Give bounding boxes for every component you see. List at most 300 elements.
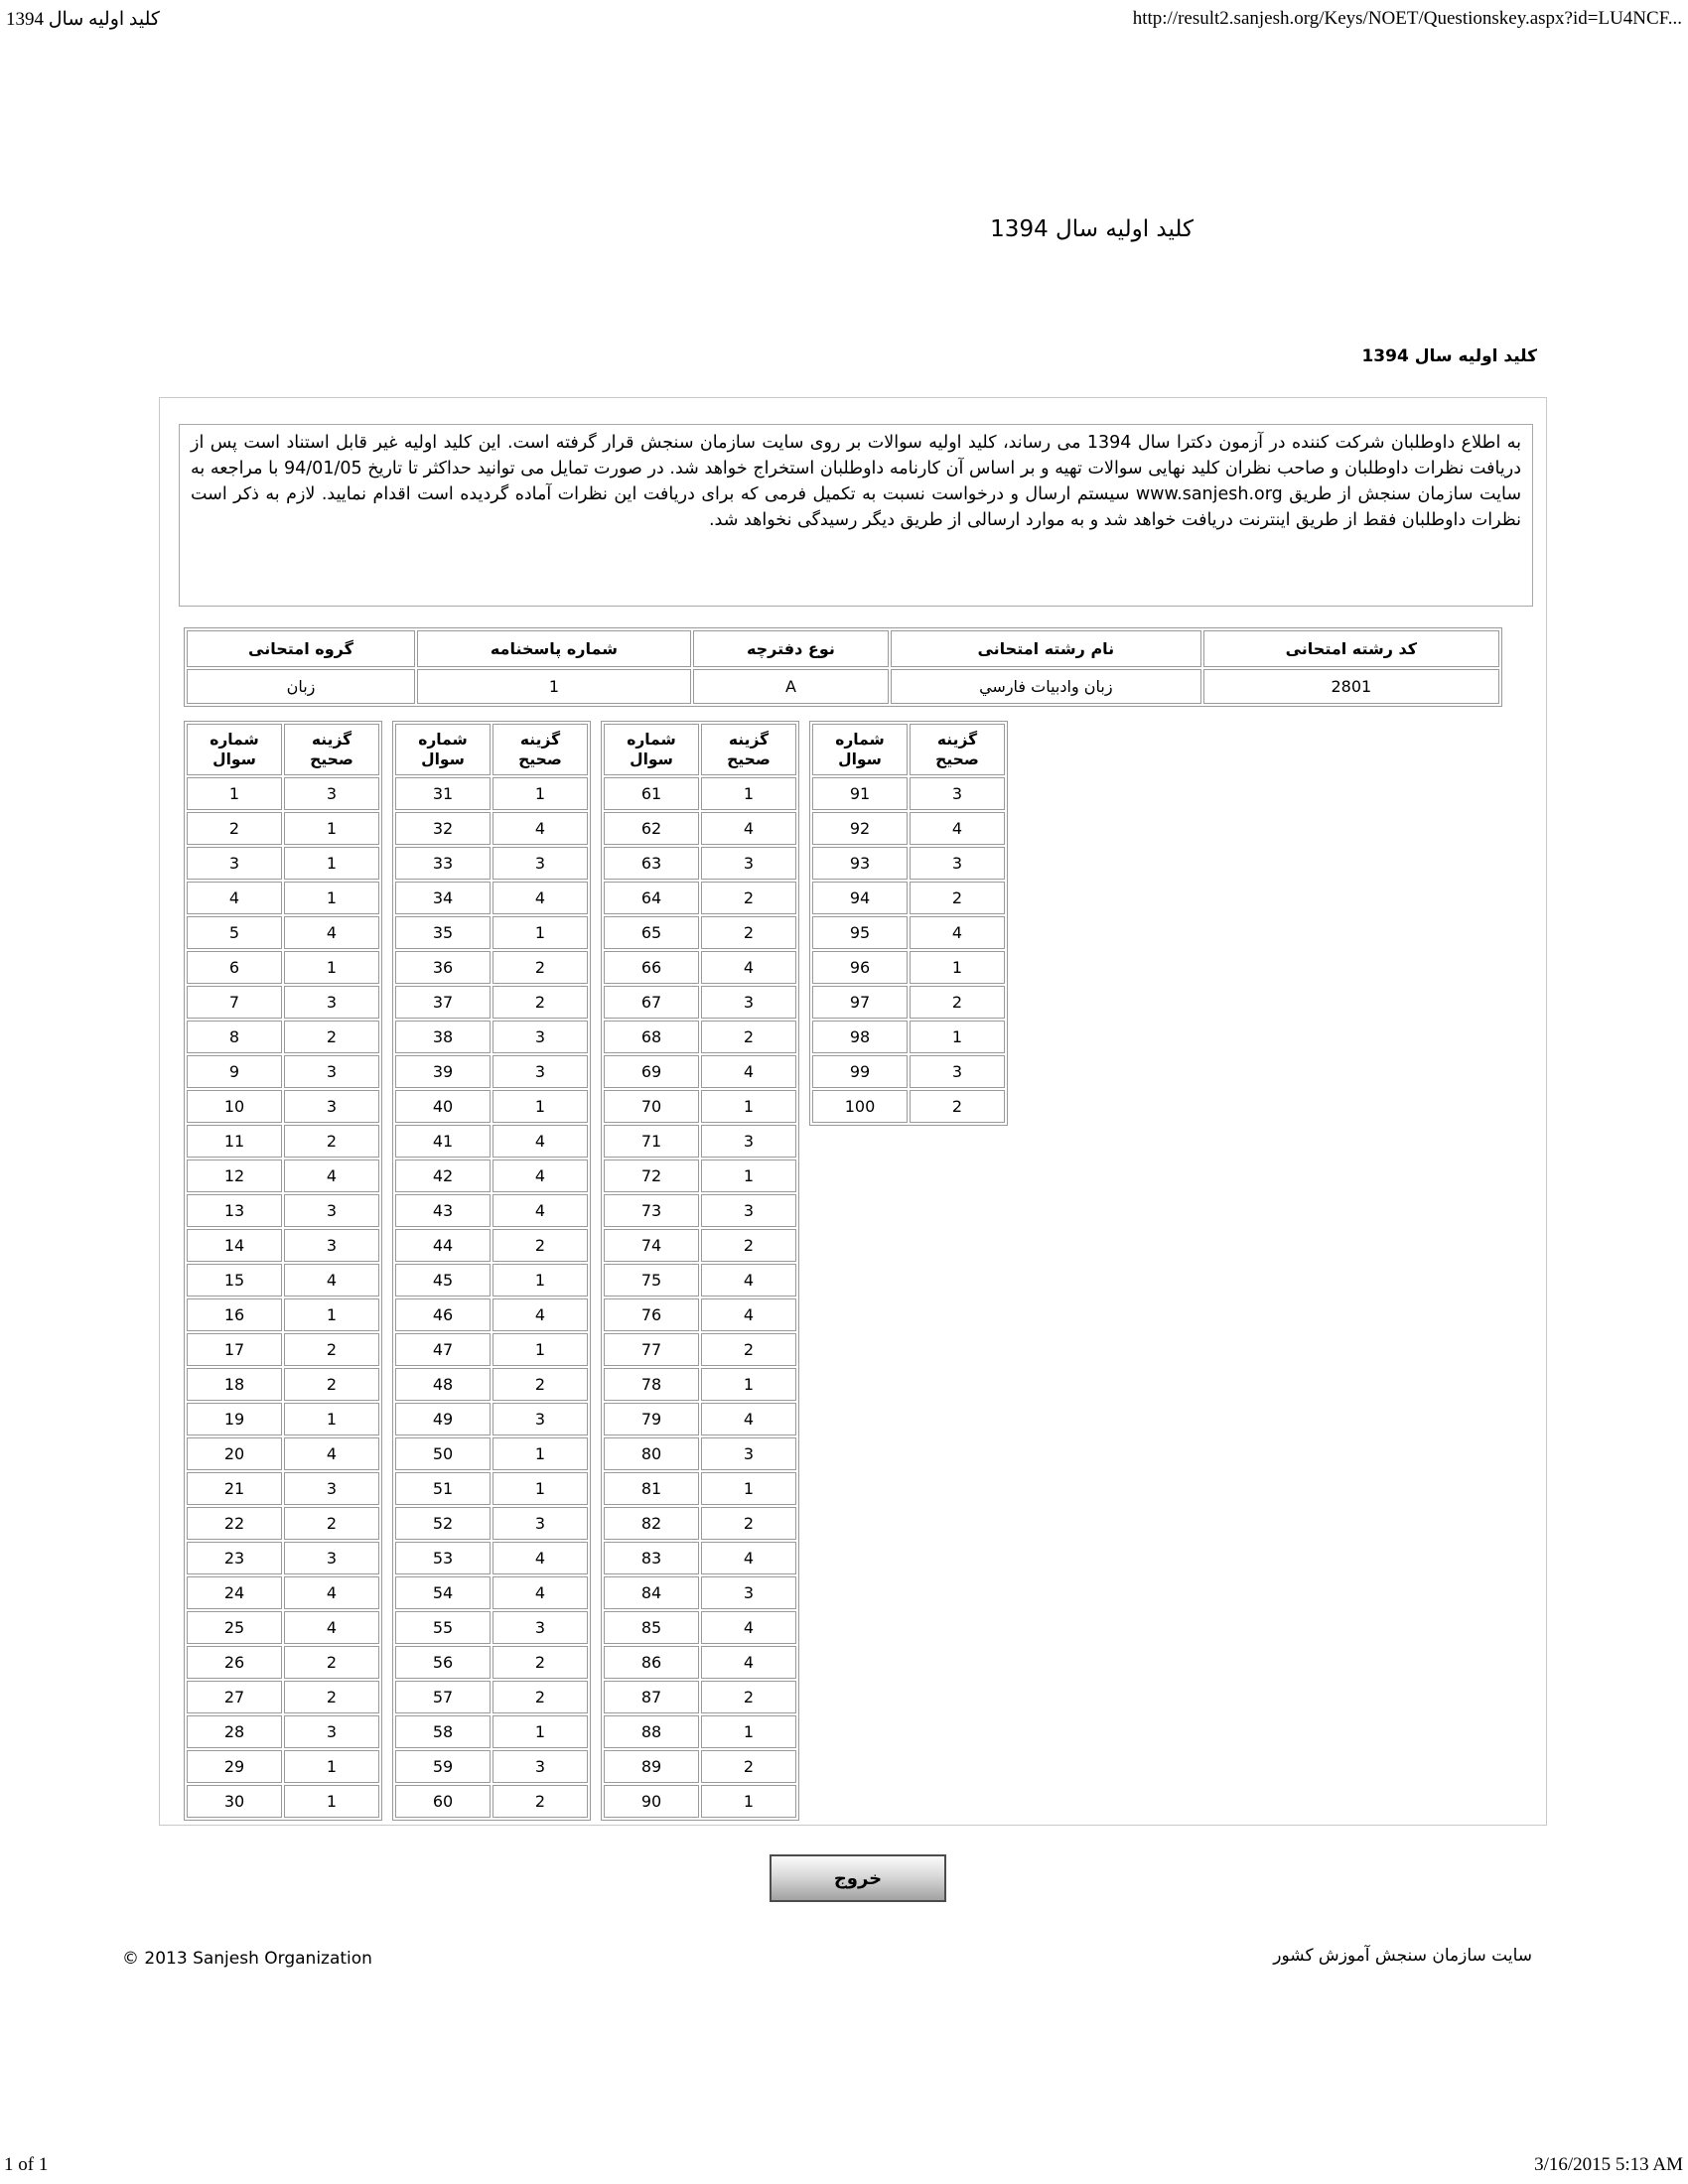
question-number-cell: 23 xyxy=(187,1542,282,1574)
answer-value-cell: 4 xyxy=(492,1576,588,1609)
answer-row xyxy=(395,1472,588,1505)
answer-row xyxy=(187,1507,379,1540)
answer-value-cell: 1 xyxy=(701,1090,796,1123)
answer-value-cell: 2 xyxy=(492,1681,588,1713)
question-number-cell: 20 xyxy=(187,1437,282,1470)
answer-row xyxy=(395,951,588,984)
answer-row xyxy=(395,1368,588,1401)
answer-value-cell: 3 xyxy=(284,1055,379,1088)
answer-table xyxy=(392,721,591,1821)
answer-row xyxy=(604,882,796,914)
answer-row xyxy=(187,1368,379,1401)
question-number-cell: 17 xyxy=(187,1333,282,1366)
answer-row xyxy=(604,1090,796,1123)
answer-row xyxy=(395,1125,588,1158)
answer-row xyxy=(395,1160,588,1192)
answer-row xyxy=(187,1021,379,1053)
answer-row xyxy=(604,1681,796,1713)
question-number-cell: 98 xyxy=(812,1021,908,1053)
answer-row xyxy=(187,1264,379,1297)
answer-table-header-row xyxy=(395,724,588,775)
answer-row xyxy=(604,1229,796,1262)
question-number-cell: 99 xyxy=(812,1055,908,1088)
correct-option-header: گزینه صحیح xyxy=(492,724,588,775)
answer-value-cell: 2 xyxy=(284,1368,379,1401)
answer-value-cell: 3 xyxy=(701,1194,796,1227)
question-number-cell: 65 xyxy=(604,916,699,949)
answer-row xyxy=(395,916,588,949)
answer-value-cell: 4 xyxy=(701,1055,796,1088)
answer-row xyxy=(395,1646,588,1679)
answer-value-cell: 4 xyxy=(492,1125,588,1158)
answer-row xyxy=(604,1403,796,1435)
question-number-cell: 50 xyxy=(395,1437,491,1470)
field-name-value: زبان وادبیات فارسي xyxy=(891,669,1201,704)
question-number-cell: 2 xyxy=(187,812,282,845)
question-number-cell: 39 xyxy=(395,1055,491,1088)
answer-value-cell: 1 xyxy=(284,1298,379,1331)
answer-value-cell: 3 xyxy=(284,986,379,1019)
answer-row xyxy=(395,1229,588,1262)
question-number-cell: 24 xyxy=(187,1576,282,1609)
answer-row xyxy=(395,1264,588,1297)
answer-row xyxy=(187,1160,379,1192)
question-number-cell: 28 xyxy=(187,1715,282,1748)
question-number-cell: 82 xyxy=(604,1507,699,1540)
correct-option-header: گزینه صحیح xyxy=(910,724,1005,775)
answer-row xyxy=(395,1021,588,1053)
question-number-cell: 33 xyxy=(395,847,491,880)
answer-value-cell: 1 xyxy=(284,882,379,914)
answer-value-cell: 3 xyxy=(701,1125,796,1158)
answer-value-cell: 1 xyxy=(492,1715,588,1748)
question-number-cell: 89 xyxy=(604,1750,699,1783)
question-number-cell: 80 xyxy=(604,1437,699,1470)
answer-value-cell: 2 xyxy=(701,1681,796,1713)
answer-row xyxy=(187,1576,379,1609)
answer-row xyxy=(604,1125,796,1158)
question-number-cell: 27 xyxy=(187,1681,282,1713)
question-number-cell: 18 xyxy=(187,1368,282,1401)
answer-row xyxy=(812,847,1005,880)
question-number-header: شماره سوال xyxy=(604,724,699,775)
answer-value-cell: 3 xyxy=(284,1194,379,1227)
answer-row xyxy=(604,1715,796,1748)
answer-value-cell: 1 xyxy=(492,777,588,810)
answer-value-cell: 3 xyxy=(284,1090,379,1123)
question-number-cell: 37 xyxy=(395,986,491,1019)
question-number-cell: 13 xyxy=(187,1194,282,1227)
answer-row xyxy=(187,951,379,984)
answer-row xyxy=(395,1542,588,1574)
answer-value-cell: 3 xyxy=(284,1229,379,1262)
question-number-cell: 70 xyxy=(604,1090,699,1123)
answer-row xyxy=(187,882,379,914)
answer-value-cell: 3 xyxy=(284,777,379,810)
answer-row xyxy=(604,1160,796,1192)
answer-row xyxy=(604,1055,796,1088)
answer-value-cell: 2 xyxy=(910,882,1005,914)
answer-value-cell: 4 xyxy=(701,1403,796,1435)
answer-value-cell: 4 xyxy=(284,1264,379,1297)
answer-value-cell: 2 xyxy=(492,1646,588,1679)
question-number-cell: 60 xyxy=(395,1785,491,1818)
answer-value-cell: 2 xyxy=(284,1681,379,1713)
question-number-cell: 62 xyxy=(604,812,699,845)
answer-value-cell: 3 xyxy=(701,1437,796,1470)
question-number-cell: 22 xyxy=(187,1507,282,1540)
answersheet-no-header: شماره پاسخنامه xyxy=(417,630,691,667)
answer-value-cell: 4 xyxy=(701,951,796,984)
question-number-cell: 43 xyxy=(395,1194,491,1227)
answer-value-cell: 2 xyxy=(701,1750,796,1783)
answer-row xyxy=(395,1090,588,1123)
question-number-cell: 44 xyxy=(395,1229,491,1262)
answer-table-header-row xyxy=(604,724,796,775)
answer-row xyxy=(187,1715,379,1748)
exam-info-table xyxy=(184,627,1502,707)
answer-value-cell: 2 xyxy=(910,986,1005,1019)
question-number-cell: 75 xyxy=(604,1264,699,1297)
answer-value-cell: 4 xyxy=(284,1437,379,1470)
answer-value-cell: 3 xyxy=(284,1715,379,1748)
answer-row xyxy=(395,986,588,1019)
print-header-title: کلید اولیه سال 1394 xyxy=(6,9,160,30)
question-number-cell: 56 xyxy=(395,1646,491,1679)
answer-row xyxy=(187,1785,379,1818)
answer-row xyxy=(187,1472,379,1505)
answer-row xyxy=(604,1472,796,1505)
answer-table xyxy=(809,721,1008,1126)
answer-value-cell: 3 xyxy=(284,1472,379,1505)
booklet-type-header: نوع دفترچه xyxy=(693,630,889,667)
print-footer-page-info: 1 of 1 xyxy=(4,2154,49,2175)
question-number-cell: 14 xyxy=(187,1229,282,1262)
answer-row xyxy=(187,1055,379,1088)
question-number-cell: 67 xyxy=(604,986,699,1019)
question-number-cell: 61 xyxy=(604,777,699,810)
question-number-cell: 91 xyxy=(812,777,908,810)
answer-value-cell: 4 xyxy=(492,1160,588,1192)
question-number-cell: 36 xyxy=(395,951,491,984)
question-number-cell: 12 xyxy=(187,1160,282,1192)
answer-value-cell: 3 xyxy=(910,777,1005,810)
answer-row xyxy=(395,1194,588,1227)
answer-row xyxy=(604,1298,796,1331)
answer-value-cell: 4 xyxy=(910,812,1005,845)
question-number-cell: 97 xyxy=(812,986,908,1019)
answer-value-cell: 2 xyxy=(701,1021,796,1053)
question-number-cell: 48 xyxy=(395,1368,491,1401)
print-footer-timestamp: 3/16/2015 5:13 AM xyxy=(1534,2154,1683,2175)
answer-row xyxy=(604,1750,796,1783)
answer-value-cell: 2 xyxy=(284,1125,379,1158)
footer-site-name: سایت سازمان سنجش آموزش کشور xyxy=(1273,1946,1532,1966)
answer-row xyxy=(812,1090,1005,1123)
correct-option-header: گزینه صحیح xyxy=(701,724,796,775)
question-number-cell: 6 xyxy=(187,951,282,984)
answer-row xyxy=(604,1542,796,1574)
answer-value-cell: 4 xyxy=(284,1576,379,1609)
page-title: کلید اولیه سال 1394 xyxy=(990,216,1194,242)
answer-value-cell: 3 xyxy=(492,1750,588,1783)
answer-row xyxy=(604,1507,796,1540)
answer-value-cell: 2 xyxy=(701,1507,796,1540)
answer-value-cell: 1 xyxy=(492,1090,588,1123)
answer-row xyxy=(395,1611,588,1644)
answer-row xyxy=(812,777,1005,810)
answer-row xyxy=(604,986,796,1019)
answer-value-cell: 3 xyxy=(492,1611,588,1644)
answer-row xyxy=(187,1333,379,1366)
answer-row xyxy=(604,1576,796,1609)
question-number-cell: 11 xyxy=(187,1125,282,1158)
exam-info-header-row xyxy=(187,630,1499,667)
question-number-cell: 46 xyxy=(395,1298,491,1331)
question-number-cell: 38 xyxy=(395,1021,491,1053)
answer-row xyxy=(187,1646,379,1679)
answer-row xyxy=(187,1611,379,1644)
answer-value-cell: 4 xyxy=(492,1298,588,1331)
answer-row xyxy=(187,1125,379,1158)
question-number-cell: 3 xyxy=(187,847,282,880)
answer-value-cell: 4 xyxy=(701,1298,796,1331)
question-number-cell: 19 xyxy=(187,1403,282,1435)
answer-row xyxy=(604,916,796,949)
question-number-cell: 92 xyxy=(812,812,908,845)
answer-value-cell: 1 xyxy=(284,1785,379,1818)
answer-value-cell: 3 xyxy=(492,1055,588,1088)
answer-value-cell: 2 xyxy=(284,1021,379,1053)
question-number-cell: 51 xyxy=(395,1472,491,1505)
question-number-cell: 81 xyxy=(604,1472,699,1505)
answer-value-cell: 2 xyxy=(910,1090,1005,1123)
answer-value-cell: 1 xyxy=(492,1333,588,1366)
answer-value-cell: 4 xyxy=(492,1194,588,1227)
answer-value-cell: 3 xyxy=(701,847,796,880)
answer-row xyxy=(604,1785,796,1818)
answer-row xyxy=(395,1437,588,1470)
answer-row xyxy=(395,1715,588,1748)
question-number-cell: 16 xyxy=(187,1298,282,1331)
answer-row xyxy=(395,1333,588,1366)
answer-row xyxy=(604,847,796,880)
print-header-url: http://result2.sanjesh.org/Keys/NOET/Questionskey.aspx?id=LU4NCF... xyxy=(1132,8,1682,29)
exam-group-header: گروه امتحانی xyxy=(187,630,415,667)
question-number-header: شماره سوال xyxy=(395,724,491,775)
answer-value-cell: 1 xyxy=(910,1021,1005,1053)
answer-row xyxy=(604,1194,796,1227)
question-number-cell: 68 xyxy=(604,1021,699,1053)
question-number-cell: 30 xyxy=(187,1785,282,1818)
answer-row xyxy=(187,1542,379,1574)
answer-row xyxy=(604,1021,796,1053)
answer-value-cell: 3 xyxy=(910,1055,1005,1088)
question-number-cell: 9 xyxy=(187,1055,282,1088)
question-number-cell: 21 xyxy=(187,1472,282,1505)
answer-value-cell: 1 xyxy=(701,1715,796,1748)
answer-row xyxy=(395,1785,588,1818)
answer-value-cell: 4 xyxy=(701,1611,796,1644)
answer-value-cell: 1 xyxy=(701,1785,796,1818)
question-number-cell: 54 xyxy=(395,1576,491,1609)
question-number-cell: 34 xyxy=(395,882,491,914)
question-number-cell: 84 xyxy=(604,1576,699,1609)
question-number-cell: 5 xyxy=(187,916,282,949)
question-number-cell: 45 xyxy=(395,1264,491,1297)
answer-row xyxy=(187,1437,379,1470)
answer-value-cell: 4 xyxy=(701,1264,796,1297)
section-heading: کلید اولیه سال 1394 xyxy=(1361,346,1537,366)
answer-value-cell: 1 xyxy=(284,812,379,845)
question-number-cell: 69 xyxy=(604,1055,699,1088)
question-number-cell: 64 xyxy=(604,882,699,914)
answer-row xyxy=(395,1576,588,1609)
answer-tables xyxy=(184,721,1008,1821)
question-number-cell: 40 xyxy=(395,1090,491,1123)
exam-info-value-row xyxy=(187,669,1499,704)
answer-row xyxy=(395,882,588,914)
field-code-value: 2801 xyxy=(1203,669,1499,704)
question-number-cell: 94 xyxy=(812,882,908,914)
answer-row xyxy=(187,986,379,1019)
answer-value-cell: 4 xyxy=(284,1160,379,1192)
answer-value-cell: 2 xyxy=(284,1646,379,1679)
answer-value-cell: 3 xyxy=(910,847,1005,880)
answer-value-cell: 3 xyxy=(492,1403,588,1435)
answer-row xyxy=(395,812,588,845)
answer-row xyxy=(604,1264,796,1297)
answer-row xyxy=(812,951,1005,984)
question-number-cell: 25 xyxy=(187,1611,282,1644)
answer-row xyxy=(395,1681,588,1713)
answer-row xyxy=(604,777,796,810)
answer-value-cell: 1 xyxy=(910,951,1005,984)
question-number-cell: 83 xyxy=(604,1542,699,1574)
answer-row xyxy=(395,847,588,880)
question-number-cell: 71 xyxy=(604,1125,699,1158)
question-number-cell: 29 xyxy=(187,1750,282,1783)
answer-value-cell: 1 xyxy=(284,951,379,984)
answer-value-cell: 2 xyxy=(701,1229,796,1262)
answer-value-cell: 3 xyxy=(284,1542,379,1574)
answer-value-cell: 2 xyxy=(284,1507,379,1540)
question-number-cell: 53 xyxy=(395,1542,491,1574)
booklet-type-value: A xyxy=(693,669,889,704)
question-number-cell: 63 xyxy=(604,847,699,880)
answer-value-cell: 1 xyxy=(701,1472,796,1505)
answer-table-header-row xyxy=(187,724,379,775)
field-code-header: کد رشته امتحانی xyxy=(1203,630,1499,667)
answer-value-cell: 4 xyxy=(701,812,796,845)
answersheet-no-value: 1 xyxy=(417,669,691,704)
answer-row xyxy=(812,882,1005,914)
answer-value-cell: 1 xyxy=(284,1403,379,1435)
answer-value-cell: 3 xyxy=(701,986,796,1019)
answer-row xyxy=(187,1090,379,1123)
question-number-cell: 52 xyxy=(395,1507,491,1540)
question-number-cell: 85 xyxy=(604,1611,699,1644)
question-number-cell: 31 xyxy=(395,777,491,810)
answer-value-cell: 3 xyxy=(492,847,588,880)
question-number-header: شماره سوال xyxy=(812,724,908,775)
answer-value-cell: 1 xyxy=(492,1264,588,1297)
answer-row xyxy=(187,777,379,810)
answer-value-cell: 4 xyxy=(284,916,379,949)
answer-row xyxy=(395,1507,588,1540)
question-number-cell: 7 xyxy=(187,986,282,1019)
answer-value-cell: 2 xyxy=(492,1229,588,1262)
footer-copyright: © 2013 Sanjesh Organization xyxy=(122,1949,372,1969)
answer-value-cell: 1 xyxy=(284,847,379,880)
answer-value-cell: 4 xyxy=(701,1542,796,1574)
question-number-cell: 8 xyxy=(187,1021,282,1053)
question-number-cell: 59 xyxy=(395,1750,491,1783)
question-number-cell: 4 xyxy=(187,882,282,914)
answer-row xyxy=(395,1055,588,1088)
answer-row xyxy=(395,1403,588,1435)
answer-value-cell: 1 xyxy=(701,777,796,810)
answer-row xyxy=(604,1333,796,1366)
answer-value-cell: 2 xyxy=(701,882,796,914)
answer-value-cell: 2 xyxy=(492,986,588,1019)
question-number-cell: 58 xyxy=(395,1715,491,1748)
question-number-cell: 90 xyxy=(604,1785,699,1818)
answer-row xyxy=(187,1229,379,1262)
notice-box: به اطلاع داوطلبان شرکت کننده در آزمون دکترا سال 1394 می رساند، کلید اولیه سوالات بر روی سایت سازمان سنجش قرار گرفته است. این کلید اولیه غیر قابل استناد است پس از دریافت نظرات داوطلبان و صاحب نظران کلید نهایی سوالات تهیه و بر اساس آن کارنامه داوطلبان استخراج خواهد شد. در صورت تمایل می توانید حداکثر تا تاریخ 94/01/05 با مراجعه به سایت سازمان سنجش از طریق www.sanjesh.org سیستم ارسال و درخواست نسبت به تکمیل فرمی که برای دریافت این نظرات آماده گردیده است اقدام نمایید. لازم به ذکر است نظرات داوطلبان فقط از طریق اینترنت دریافت خواهد شد و به موارد ارسالی از طریق دیگر رسیدگی نخواهد شد. xyxy=(179,424,1533,607)
question-number-cell: 74 xyxy=(604,1229,699,1262)
answer-row xyxy=(187,812,379,845)
answer-value-cell: 4 xyxy=(910,916,1005,949)
question-number-cell: 15 xyxy=(187,1264,282,1297)
answer-value-cell: 3 xyxy=(701,1576,796,1609)
answer-value-cell: 1 xyxy=(701,1368,796,1401)
answer-value-cell: 4 xyxy=(492,882,588,914)
answer-row xyxy=(812,916,1005,949)
answer-row xyxy=(604,1368,796,1401)
question-number-cell: 49 xyxy=(395,1403,491,1435)
question-number-cell: 66 xyxy=(604,951,699,984)
question-number-cell: 87 xyxy=(604,1681,699,1713)
question-number-cell: 32 xyxy=(395,812,491,845)
answer-value-cell: 2 xyxy=(492,1785,588,1818)
answer-table xyxy=(184,721,382,1821)
answer-row xyxy=(604,1611,796,1644)
answer-value-cell: 2 xyxy=(701,916,796,949)
correct-option-header: گزینه صحیح xyxy=(284,724,379,775)
question-number-cell: 93 xyxy=(812,847,908,880)
answer-row xyxy=(812,986,1005,1019)
answer-value-cell: 1 xyxy=(284,1750,379,1783)
answer-row xyxy=(812,812,1005,845)
answer-row xyxy=(395,1298,588,1331)
exit-button[interactable]: خروج xyxy=(770,1854,946,1902)
answer-row xyxy=(812,1055,1005,1088)
answer-value-cell: 3 xyxy=(492,1507,588,1540)
answer-value-cell: 2 xyxy=(492,1368,588,1401)
answer-row xyxy=(187,1298,379,1331)
question-number-cell: 26 xyxy=(187,1646,282,1679)
question-number-cell: 10 xyxy=(187,1090,282,1123)
question-number-cell: 100 xyxy=(812,1090,908,1123)
answer-value-cell: 2 xyxy=(284,1333,379,1366)
question-number-cell: 72 xyxy=(604,1160,699,1192)
answer-value-cell: 4 xyxy=(492,1542,588,1574)
answer-value-cell: 1 xyxy=(492,916,588,949)
answer-row xyxy=(395,777,588,810)
question-number-cell: 86 xyxy=(604,1646,699,1679)
answer-row xyxy=(395,1750,588,1783)
